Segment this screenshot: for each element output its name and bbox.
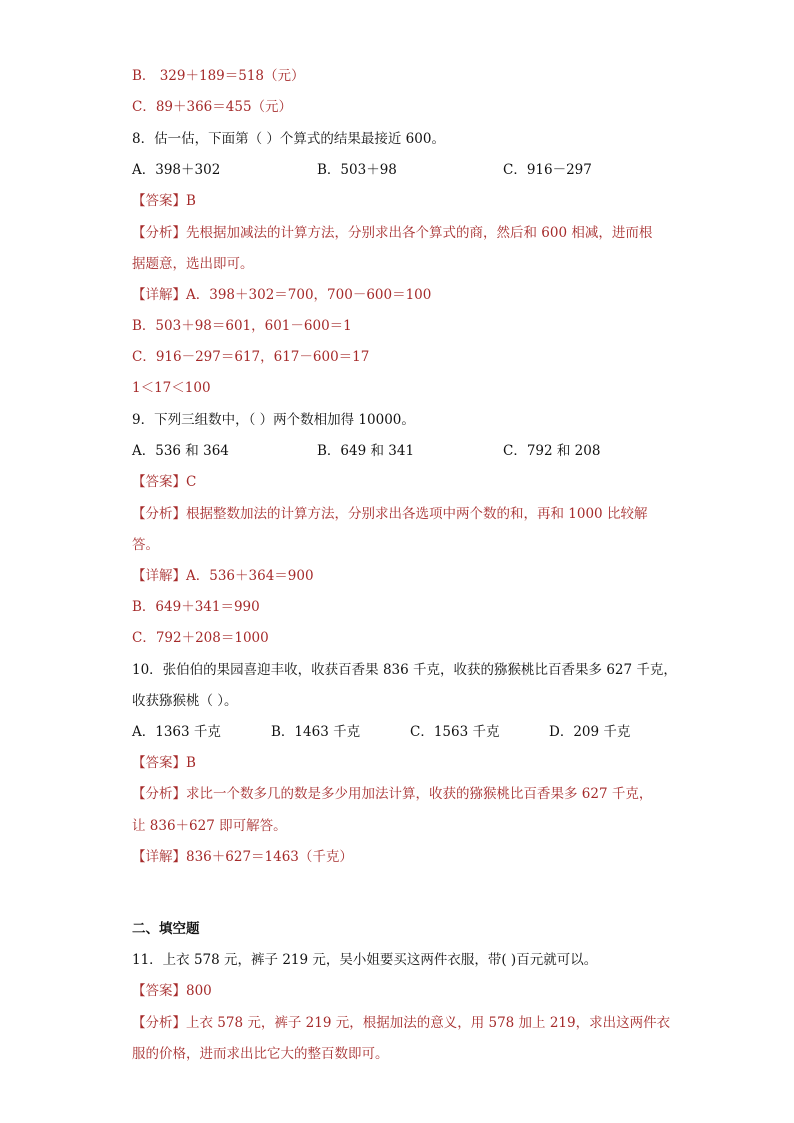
detail-text: B．503＋98＝601，601－600＝1 [132,318,352,334]
question-8: 8．估一估，下面第（ ）个算式的结果最接近 600。 [132,131,445,147]
detail-label: 【详解】 [132,287,186,303]
option-c: C．1563 千克 [410,724,500,740]
answer-value: C [186,474,197,490]
option-a: A．1363 千克 [132,724,221,740]
answer-line [132,981,212,1001]
option-b: B．503＋98 [317,162,397,178]
option-line: C．89＋366＝455（元） [132,99,293,115]
answer-line [132,753,196,773]
analysis-text: 求比一个数多几的数是多少用加法计算，收获的猕猴桃比百香果多 627 千克， [186,786,653,802]
answer-label: 【答案】 [132,983,186,999]
option-a: A．398＋302 [132,162,221,178]
analysis-text: 让 836＋627 即可解答。 [132,818,287,834]
analysis-text: 根据整数加法的计算方法，分别求出各选项中两个数的和，再和 1000 比较解 [186,506,648,522]
detail-text: 1＜17＜100 [132,380,211,396]
option-c: C．792 和 208 [503,443,601,459]
detail-text: 836＋627＝1463（千克） [186,849,353,865]
answer-label: 【答案】 [132,755,186,771]
analysis-text: 答。 [132,537,159,553]
answer-line [132,191,196,211]
detail-text: B．649＋341＝990 [132,599,260,615]
analysis-text: 服的价格，进而求出比它大的整百数即可。 [132,1046,389,1062]
answer-line [132,472,196,492]
answer-value: 800 [186,983,212,999]
question-9: 9．下列三组数中，（ ）两个数相加得 10000。 [132,412,415,428]
detail-text: A．536＋364＝900 [186,568,314,584]
analysis-line [132,784,652,804]
analysis-line [132,1013,670,1033]
detail-label: 【详解】 [132,568,186,584]
analysis-text: 先根据加减法的计算方法，分别求出各个算式的商，然后和 600 相减，进而根 [186,225,653,241]
detail-text: A．398＋302＝700，700－600＝100 [186,287,432,303]
analysis-line [132,504,647,524]
answer-value: B [186,193,196,209]
analysis-label: 【分析】 [132,786,186,802]
question-9-options [132,441,692,461]
detail-label: 【详解】 [132,849,186,865]
analysis-text: 上衣 578 元，裤子 219 元，根据加法的意义，用 578 加上 219，求出这两件衣 [186,1015,671,1031]
question-10: 收获猕猴桃（ ）。 [132,693,238,709]
question-11: 11．上衣 578 元，裤子 219 元，吴小姐要买这两件衣服，带( )百元就可以。 [132,952,598,968]
analysis-label: 【分析】 [132,1015,186,1031]
option-line: B． 329＋189＝518（元） [132,68,305,84]
answer-label: 【答案】 [132,193,186,209]
detail-line [132,847,353,867]
option-c: C．916－297 [503,162,592,178]
option-d: D．209 千克 [549,724,631,740]
detail-text: C．916－297＝617，617－600＝17 [132,349,370,365]
answer-value: B [186,755,196,771]
option-a: A．536 和 364 [132,443,229,459]
detail-line [132,285,431,305]
option-b: B．1463 千克 [271,724,361,740]
detail-line [132,566,314,586]
analysis-label: 【分析】 [132,506,186,522]
option-b: B．649 和 341 [317,443,415,459]
section-heading: 二、填空题 [132,921,200,937]
analysis-label: 【分析】 [132,225,186,241]
analysis-line [132,223,652,243]
answer-label: 【答案】 [132,474,186,490]
question-10-options [132,722,692,742]
question-8-options [132,160,692,180]
analysis-text: 据题意，选出即可。 [132,256,254,272]
detail-text: C．792＋208＝1000 [132,630,269,646]
question-10: 10．张伯伯的果园喜迎丰收，收获百香果 836 千克，收获的猕猴桃比百香果多 627 千克， [132,662,677,678]
